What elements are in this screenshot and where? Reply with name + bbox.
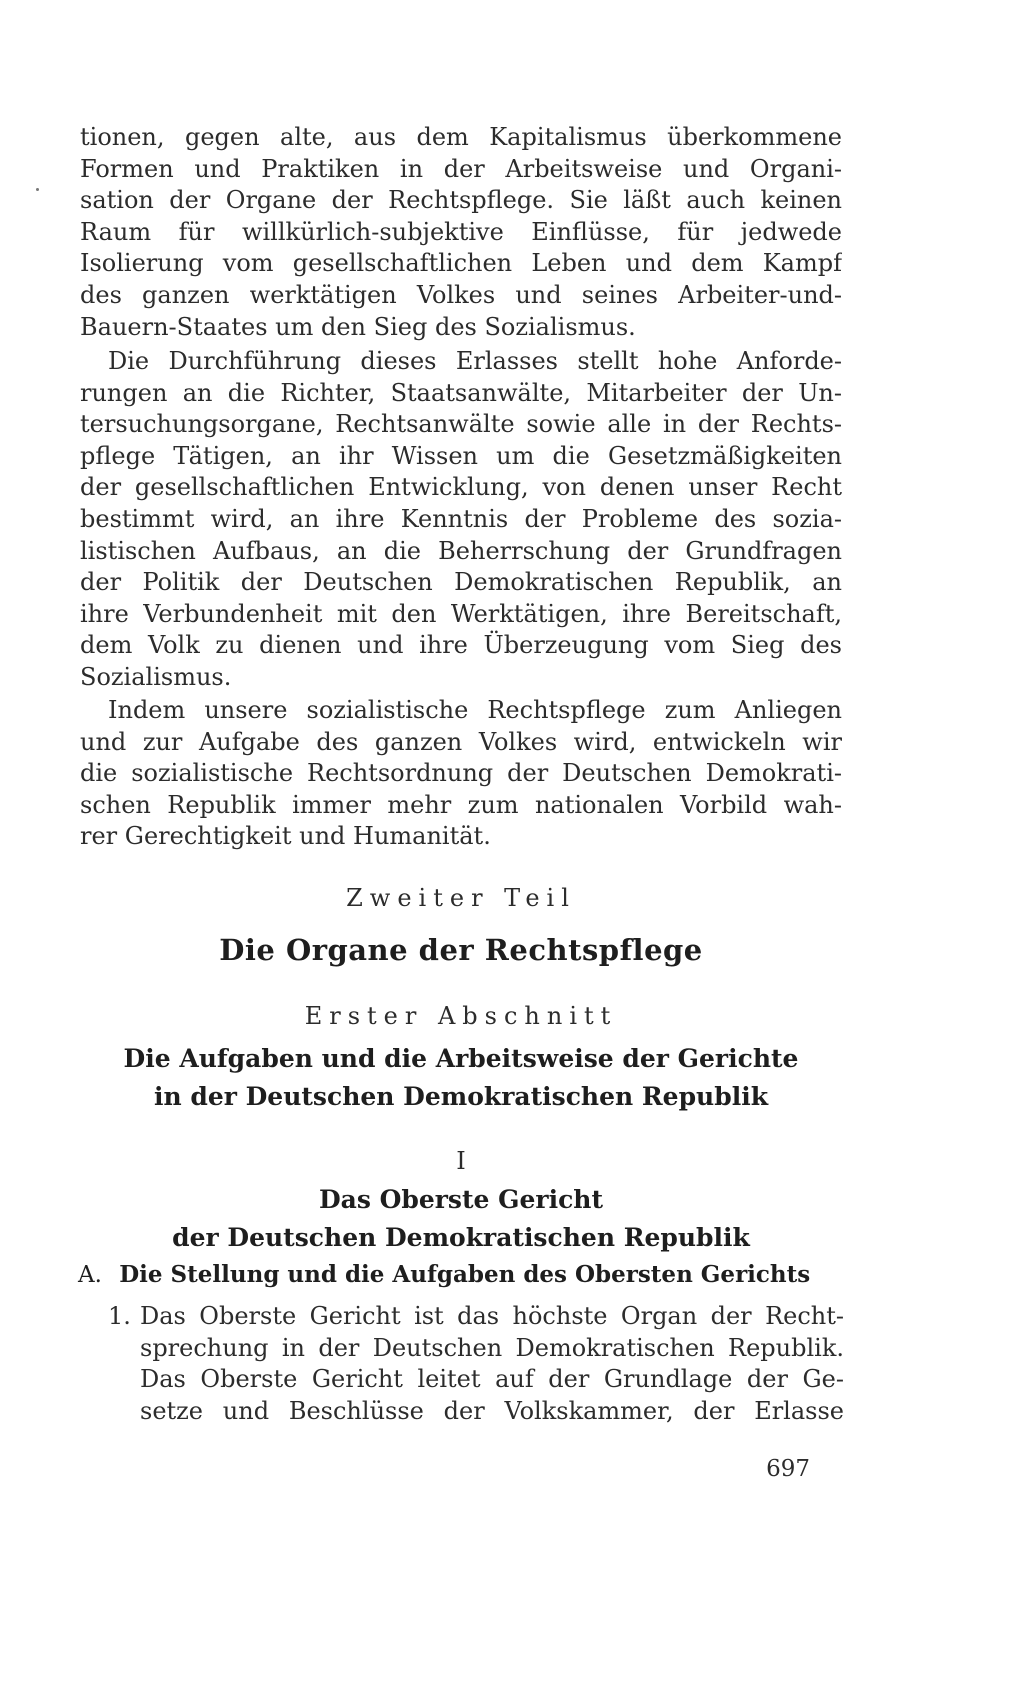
text-line: der gesellschaftlichen Entwicklung, von denen unser Recht xyxy=(80,473,842,502)
text-line: schen Republik immer mehr zum nationalen Vorbild wah- xyxy=(80,790,842,819)
text-line: der Politik der Deutschen Demokratischen Republik, an xyxy=(80,568,842,597)
text-line: Die Durchführung dieses Erlasses stellt hohe Anforde- xyxy=(108,347,842,375)
margin-speck xyxy=(36,188,39,191)
text-line: Bauern-Staates um den Sieg des Sozialismus. xyxy=(80,312,636,341)
section-title-line-2: in der Deutschen Demokratischen Republik xyxy=(153,1082,769,1111)
text-line: tersuchungsorgane, Rechtsanwälte sowie alle in der Rechts- xyxy=(80,410,842,439)
paragraph-2 xyxy=(80,346,842,694)
section-label: Erster Abschnitt xyxy=(304,1002,618,1030)
page-number: 697 xyxy=(766,1456,810,1482)
subsection-title: Die Stellung und die Aufgaben des Obersten Gerichts xyxy=(119,1261,811,1288)
part-label: Zweiter Teil xyxy=(346,884,576,912)
text-line: ihre Verbundenheit mit den Werktätigen, ihre Bereitschaft, xyxy=(80,599,842,628)
text-line: listischen Aufbaus, an die Beherrschung der Grundfragen xyxy=(80,536,842,565)
text-line: rer Gerechtigkeit und Humanität. xyxy=(80,822,491,851)
text-line: sprechung in der Deutschen Demokratischen Republik. xyxy=(140,1333,844,1362)
paragraph-3 xyxy=(80,695,842,853)
chapter-title-line-2: der Deutschen Demokratischen Republik xyxy=(172,1223,750,1252)
text-line: Sozialismus. xyxy=(80,662,232,691)
numbered-item-1 xyxy=(108,1301,844,1427)
text-line: und zur Aufgabe des ganzen Volkes wird, entwickeln wir xyxy=(80,727,842,756)
text-line: Formen und Praktiken in der Arbeitsweise und Organi- xyxy=(80,154,842,183)
text-line: setze und Beschlüsse der Volkskammer, der Erlasse xyxy=(140,1396,844,1425)
text-line: rungen an die Richter, Staatsanwälte, Mitarbeiter der Un- xyxy=(80,378,842,407)
text-line: Das Oberste Gericht ist das höchste Organ der Recht- xyxy=(140,1302,844,1330)
text-line: Das Oberste Gericht leitet auf der Grundlage der Ge- xyxy=(140,1365,844,1394)
text-line: Indem unsere sozialistische Rechtspflege zum Anliegen xyxy=(108,696,842,724)
subsection-label: A. xyxy=(78,1262,102,1288)
text-line: pflege Tätigen, an ihr Wissen um die Gesetzmäßigkeiten xyxy=(80,441,842,470)
text-line: sation der Organe der Rechtspflege. Sie läßt auch keinen xyxy=(80,186,842,215)
chapter-title-line-1: Das Oberste Gericht xyxy=(318,1185,604,1214)
part-title: Die Organe der Rechtspflege xyxy=(219,933,703,967)
paragraph-1 xyxy=(80,122,842,343)
text-line: Raum für willkürlich-subjektive Einflüsse, für jedwede xyxy=(80,217,842,246)
text-line: dem Volk zu dienen und ihre Überzeugung vom Sieg des xyxy=(80,631,842,660)
text-line: Isolierung vom gesellschaftlichen Leben und dem Kampf xyxy=(80,249,842,278)
item-number: 1. xyxy=(108,1302,131,1330)
text-line: tionen, gegen alte, aus dem Kapitalismus überkommene xyxy=(80,123,842,151)
subsection-heading xyxy=(78,1261,844,1288)
text-line: bestimmt wird, an ihre Kenntnis der Probleme des sozia- xyxy=(80,504,842,533)
chapter-number: I xyxy=(456,1147,466,1175)
text-line: die sozialistische Rechtsordnung der Deutschen Demokrati- xyxy=(80,759,842,788)
section-title-line-1: Die Aufgaben und die Arbeitsweise der Gerichte xyxy=(123,1044,799,1073)
text-line: des ganzen werktätigen Volkes und seines Arbeiter-und- xyxy=(80,280,842,309)
item-body xyxy=(140,1301,844,1427)
